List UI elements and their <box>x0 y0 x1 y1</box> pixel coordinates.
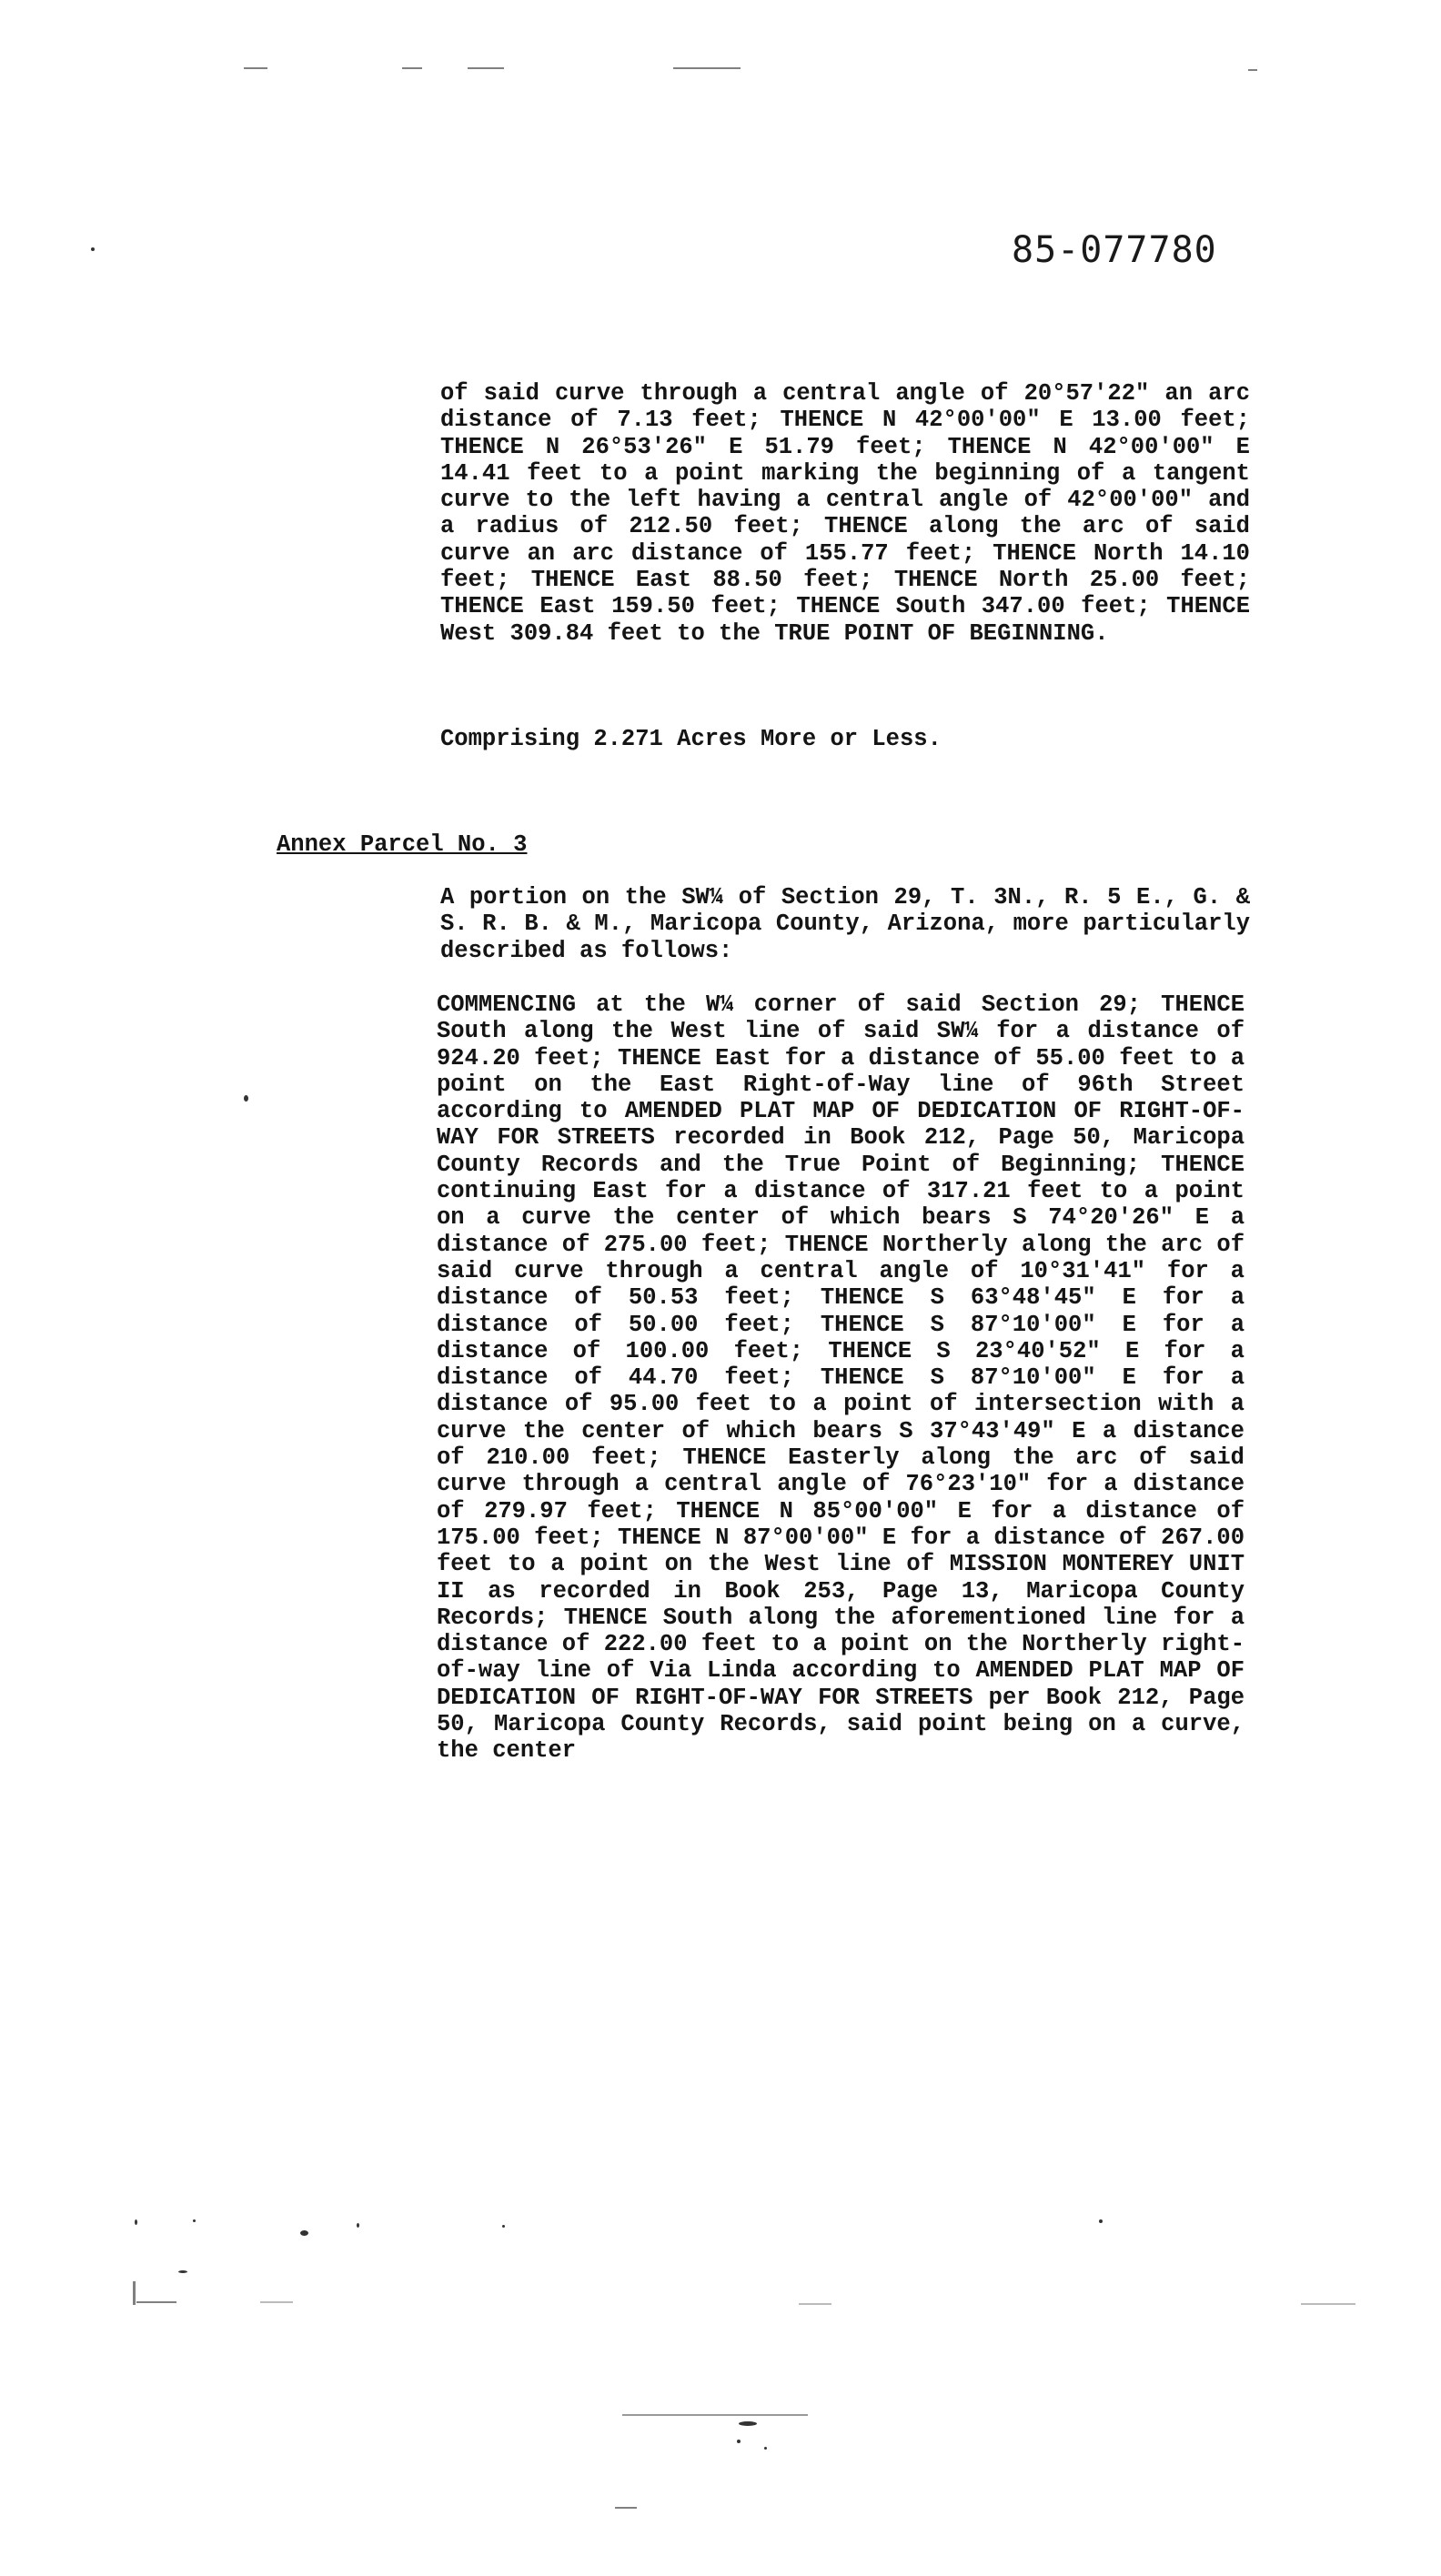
scan-speck <box>764 2447 767 2450</box>
scan-mark <box>468 67 504 69</box>
scan-mark <box>615 2507 637 2509</box>
scan-mark <box>244 67 267 69</box>
continued-legal-description: of said curve through a central angle of 20°57'22" an arc distance of 7.13 feet; THENCE N 42°00'00" E 13.00 feet; THENCE N 26°53'26" E 51.79 feet; THENCE N 42°00'00" E 14.41 feet to a point marking the beginning of a tangent curve to the left having a central angle of 42°00'00" and a radius of 212.50 feet; THENCE along the arc of said curve an arc distance of 155.77 feet; THENCE North 14.10 feet; THENCE East 88.50 feet; THENCE North 25.00 feet; THENCE East 159.50 feet; THENCE South 347.00 feet; THENCE West 309.84 feet to the TRUE POINT OF BEGINNING. <box>440 380 1250 647</box>
scan-mark <box>673 67 741 69</box>
annex-parcel-heading: Annex Parcel No. 3 <box>277 831 528 858</box>
scan-speck <box>739 2421 757 2426</box>
scan-speck <box>357 2223 359 2228</box>
scan-mark <box>622 2414 808 2416</box>
scan-mark <box>260 2301 293 2303</box>
scan-speck <box>135 2219 137 2225</box>
recording-number: 85-077780 <box>1012 229 1217 271</box>
scan-mark <box>1301 2303 1355 2305</box>
scan-mark <box>402 67 422 69</box>
scan-mark <box>799 2303 831 2305</box>
scan-mark <box>133 2281 136 2305</box>
scan-speck <box>300 2230 308 2236</box>
scan-speck <box>502 2225 505 2228</box>
scan-mark <box>1248 69 1257 71</box>
scan-mark <box>136 2301 176 2303</box>
scan-speck <box>737 2440 741 2443</box>
scan-speck <box>178 2270 187 2273</box>
annex-parcel-intro: A portion on the SW¼ of Section 29, T. 3N., R. 5 E., G. & S. R. B. & M., Maricopa County, Arizona, more particularly described as follows: <box>440 884 1250 964</box>
acreage-statement: Comprising 2.271 Acres More or Less. <box>440 726 942 752</box>
scan-speck <box>1099 2219 1103 2223</box>
scan-speck <box>193 2219 196 2222</box>
scan-speck <box>244 1095 248 1102</box>
annex-parcel-legal-description: COMMENCING at the W¼ corner of said Section 29; THENCE South along the West line of said SW¼ for a distance of 924.20 feet; THENCE East for a distance of 55.00 feet to a point on the East Right-of-Way line of 96th Street according to AMENDED PLAT MAP OF DEDICATION OF RIGHT-OF-WAY FOR STREETS recorded in Book 212, Page 50, Maricopa County Records and the True Point of Beginning; THENCE continuing East for a distance of 317.21 feet to a point on a curve the center of which bears S 74°20'26" E a distance of 275.00 feet; THENCE Northerly along the arc of said curve through a central angle of 10°31'41" for a distance of 50.53 feet; THENCE S 63°48'45" E for a distance of 50.00 feet; THENCE S 87°10'00" E for a distance of 100.00 feet; THENCE S 23°40'52" E for a distance of 44.70 feet; THENCE S 87°10'00" E for a distance of 95.00 feet to a point of intersection with a curve the center of which bears S 37°43'49" E a distance of 210.00 feet; THENCE Easterly along the arc of said curve through a central angle of 76°23'10" for a distance of 279.97 feet; THENCE N 85°00'00" E for a distance of 175.00 feet; THENCE N 87°00'00" E for a distance of 267.00 feet to a point on the West line of MISSION MONTEREY UNIT II as recorded in Book 253, Page 13, Maricopa County Records; THENCE South along the aforementioned line for a distance of 222.00 feet to a point on the Northerly right-of-way line of Via Linda according to AMENDED PLAT MAP OF DEDICATION OF RIGHT-OF-WAY FOR STREETS per Book 212, Page 50, Maricopa County Records, said point being on a curve, the center <box>437 991 1244 1765</box>
scan-speck <box>91 247 95 251</box>
